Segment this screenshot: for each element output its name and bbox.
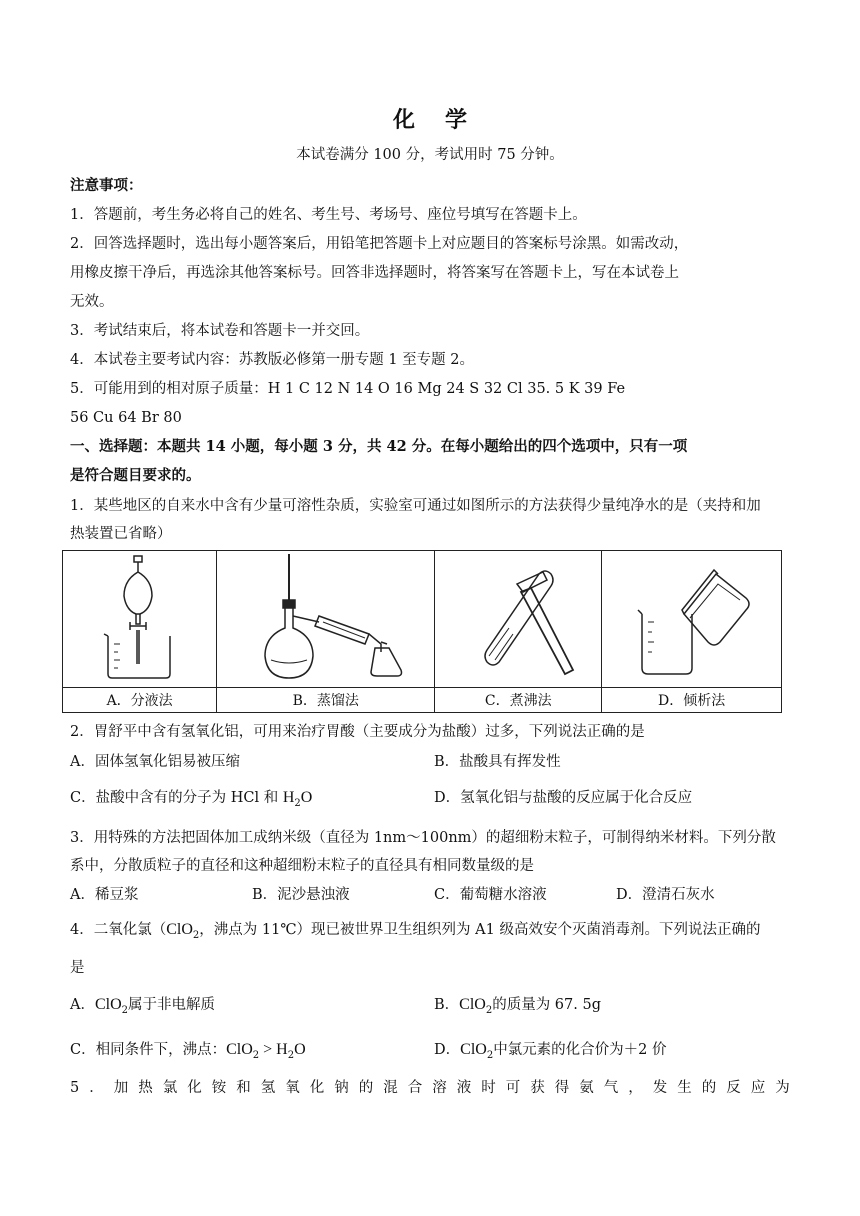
question-stem: 5 ． 加 热 氯 化 铵 和 氢 氧 化 钠 的 混 合 溶 液 时 可 获 得 氨 气 ， 发 生 的 反 应 为 bbox=[70, 1080, 790, 1096]
option-c: C．葡萄糖水溶液 bbox=[434, 887, 547, 903]
option-d: D．ClO$_2$中氯元素的化合价为＋2 价 bbox=[434, 1041, 667, 1061]
section-heading: 是符合题目要求的。 bbox=[70, 467, 201, 484]
section-heading: 一、选择题：本题共 14 小题，每小题 3 分，共 42 分。在每小题给出的四个选项中，只有一项 bbox=[70, 438, 688, 455]
option-b: B．泥沙悬浊液 bbox=[252, 887, 350, 903]
exam-subtitle: 本试卷满分 100 分，考试用时 75 分钟。 bbox=[296, 147, 564, 163]
option-b: B．ClO$_2$的质量为 67. 5g bbox=[434, 996, 601, 1016]
option-c-label: C．煮沸法 bbox=[435, 688, 602, 713]
question-stem: 2．胃舒平中含有氢氧化铝，可用来治疗胃酸（主要成分为盐酸）过多，下列说法正确的是 bbox=[70, 724, 645, 740]
option-b-label: B．蒸馏法 bbox=[217, 688, 435, 713]
question-stem: 系中，分散质粒子的直径和这种超细粉末粒子的直径具有相同数量级的是 bbox=[70, 858, 534, 874]
page-title: 化学 bbox=[392, 107, 497, 133]
notice-line: 1．答题前，考生务必将自己的姓名、考生号、考场号、座位号填写在答题卡上。 bbox=[70, 207, 587, 223]
separatory-funnel-figure bbox=[63, 551, 217, 688]
option-a: A．固体氢氧化铝易被压缩 bbox=[70, 754, 240, 770]
question-stem: 3．用特殊的方法把固体加工成纳米级（直径为 1nm～100nm）的超细粉末粒子，可制得纳米材料。下列分散 bbox=[70, 830, 776, 846]
notice-line: 56 Cu 64 Br 80 bbox=[70, 410, 182, 426]
notice-line: 4．本试卷主要考试内容：苏教版必修第一册专题 1 至专题 2。 bbox=[70, 352, 475, 368]
question-stem: 4．二氧化氯（ClO$_2$，沸点为 11℃）现已被世界卫生组织列为 A1 级高效安个灭菌消毒剂。下列说法正确的 bbox=[70, 921, 761, 941]
option-c: C．盐酸中含有的分子为 HCl 和 $H_2O$ bbox=[70, 789, 313, 809]
notice-line: 用橡皮擦干净后，再选涂其他答案标号。回答非选择题时，将答案写在答题卡上，写在本试卷上 bbox=[70, 265, 679, 281]
option-b: B．盐酸具有挥发性 bbox=[434, 754, 561, 770]
distillation-figure bbox=[217, 551, 435, 688]
notice-heading: 注意事项： bbox=[70, 177, 143, 194]
notice-line: 5．可能用到的相对原子质量：H 1 C 12 N 14 O 16 Mg 24 S 32 Cl 35. 5 K 39 Fe bbox=[70, 381, 626, 397]
question-stem: 1．某些地区的自来水中含有少量可溶性杂质，实验室可通过如图所示的方法获得少量纯净水的是（夹持和加 bbox=[70, 498, 761, 514]
option-d: D．氢氧化铝与盐酸的反应属于化合反应 bbox=[434, 790, 693, 806]
option-a: A．ClO$_2$属于非电解质 bbox=[70, 996, 216, 1016]
apparatus-table bbox=[62, 550, 782, 713]
option-d-label: D．倾析法 bbox=[602, 688, 782, 713]
decanting-figure bbox=[602, 551, 782, 688]
option-c: C．相同条件下，沸点：$ClO_2 > H_2O$ bbox=[70, 1041, 306, 1061]
question-stem: 是 bbox=[70, 960, 85, 976]
notice-line: 3．考试结束后，将本试卷和答题卡一并交回。 bbox=[70, 323, 370, 339]
notice-line: 无效。 bbox=[70, 294, 114, 310]
option-d: D．澄清石灰水 bbox=[616, 887, 715, 903]
question-stem: 热装置已省略） bbox=[70, 526, 172, 542]
option-a-label: A．分液法 bbox=[63, 688, 217, 713]
notice-line: 2．回答选择题时，选出每小题答案后，用铅笔把答题卡上对应题目的答案标号涂黑。如需改动， bbox=[70, 236, 689, 252]
boiling-tube-figure bbox=[435, 551, 602, 688]
option-a: A．稀豆浆 bbox=[70, 887, 139, 903]
